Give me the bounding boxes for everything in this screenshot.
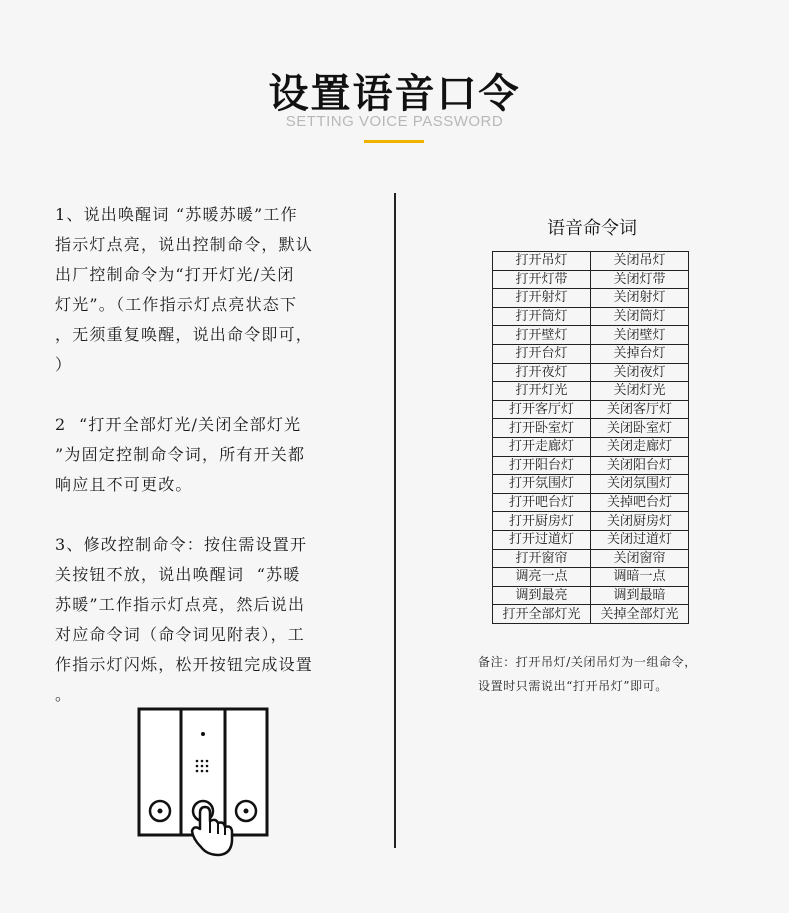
command-row bbox=[493, 605, 689, 624]
command-off-cell: 关掉全部灯光 bbox=[591, 605, 689, 624]
command-off-cell: 关闭走廊灯 bbox=[591, 437, 689, 456]
command-on-cell: 打开厨房灯 bbox=[493, 512, 591, 531]
command-table bbox=[492, 251, 689, 624]
command-on-cell: 打开台灯 bbox=[493, 344, 591, 363]
command-row bbox=[493, 307, 689, 326]
command-on-cell: 调到最亮 bbox=[493, 586, 591, 605]
command-row bbox=[493, 530, 689, 549]
command-on-cell: 打开灯带 bbox=[493, 270, 591, 289]
command-row bbox=[493, 586, 689, 605]
three-gang-switch-with-pointing-hand-icon bbox=[137, 707, 269, 859]
command-off-cell: 关掉吧台灯 bbox=[591, 493, 689, 512]
instruction-step-2: 2 “打开全部灯光/关闭全部灯光 ”为固定控制命令词，所有开关都 响应且不可更改。 bbox=[55, 415, 306, 494]
command-on-cell: 打开筒灯 bbox=[493, 307, 591, 326]
command-off-cell: 关闭灯光 bbox=[591, 382, 689, 401]
command-row bbox=[493, 270, 689, 289]
instruction-step-3: 3、修改控制命令：按住需设置开 关按钮不放，说出唤醒词 “苏暖 苏暖”工作指示灯点亮，然后说出 对应命令词（命令词见附表），工 作指示灯闪烁，松开按钮完成设置 。 bbox=[55, 535, 314, 704]
command-on-cell: 打开卧室灯 bbox=[493, 419, 591, 438]
command-off-cell: 关闭氛围灯 bbox=[591, 475, 689, 494]
note bbox=[478, 650, 768, 698]
command-on-cell: 调亮一点 bbox=[493, 568, 591, 587]
command-row bbox=[493, 252, 689, 271]
note-line-2: 设置时只需说出“打开吊灯”即可。 bbox=[478, 679, 668, 693]
command-off-cell: 关闭吊灯 bbox=[591, 252, 689, 271]
command-on-cell: 打开走廊灯 bbox=[493, 437, 591, 456]
command-off-cell: 关闭窗帘 bbox=[591, 549, 689, 568]
command-off-cell: 关闭壁灯 bbox=[591, 326, 689, 345]
command-table-title: 语音命令词 bbox=[547, 218, 637, 239]
command-off-cell: 关闭过道灯 bbox=[591, 530, 689, 549]
command-on-cell: 打开吧台灯 bbox=[493, 493, 591, 512]
command-on-cell: 打开客厅灯 bbox=[493, 400, 591, 419]
command-on-cell: 打开灯光 bbox=[493, 382, 591, 401]
command-off-cell: 关闭厨房灯 bbox=[591, 512, 689, 531]
command-row bbox=[493, 493, 689, 512]
page-subtitle: SETTING VOICE PASSWORD bbox=[285, 113, 504, 130]
command-off-cell: 关闭射灯 bbox=[591, 289, 689, 308]
command-off-cell: 关闭夜灯 bbox=[591, 363, 689, 382]
command-off-cell: 关闭客厅灯 bbox=[591, 400, 689, 419]
command-row bbox=[493, 326, 689, 345]
note-line-1: 备注：打开吊灯/关闭吊灯为一组命令， bbox=[478, 655, 697, 669]
command-row bbox=[493, 419, 689, 438]
command-on-cell: 打开阳台灯 bbox=[493, 456, 591, 475]
command-on-cell: 打开氛围灯 bbox=[493, 475, 591, 494]
command-row bbox=[493, 400, 689, 419]
command-off-cell: 关掉台灯 bbox=[591, 344, 689, 363]
command-off-cell: 关闭筒灯 bbox=[591, 307, 689, 326]
page-title: 设置语音口令 bbox=[268, 71, 521, 117]
command-off-cell: 调暗一点 bbox=[591, 568, 689, 587]
command-off-cell: 调到最暗 bbox=[591, 586, 689, 605]
command-on-cell: 打开窗帘 bbox=[493, 549, 591, 568]
command-row bbox=[493, 456, 689, 475]
command-on-cell: 打开过道灯 bbox=[493, 530, 591, 549]
command-row bbox=[493, 344, 689, 363]
command-row bbox=[493, 475, 689, 494]
command-on-cell: 打开射灯 bbox=[493, 289, 591, 308]
command-on-cell: 打开吊灯 bbox=[493, 252, 591, 271]
command-row bbox=[493, 382, 689, 401]
command-on-cell: 打开壁灯 bbox=[493, 326, 591, 345]
column-divider bbox=[394, 193, 396, 848]
command-row bbox=[493, 289, 689, 308]
command-row bbox=[493, 549, 689, 568]
command-off-cell: 关闭阳台灯 bbox=[591, 456, 689, 475]
command-row bbox=[493, 363, 689, 382]
command-on-cell: 打开全部灯光 bbox=[493, 605, 591, 624]
command-off-cell: 关闭灯带 bbox=[591, 270, 689, 289]
command-on-cell: 打开夜灯 bbox=[493, 363, 591, 382]
instructions bbox=[55, 200, 345, 710]
command-row bbox=[493, 512, 689, 531]
instruction-step-1: 1、说出唤醒词 “苏暖苏暖”工作 指示灯点亮，说出控制命令，默认 出厂控制命令为“打开灯光/关闭 灯光”。（工作指示灯点亮状态下 ，无须重复唤醒，说出命令即可， ） bbox=[55, 205, 314, 374]
command-row bbox=[493, 437, 689, 456]
command-row bbox=[493, 568, 689, 587]
command-off-cell: 关闭卧室灯 bbox=[591, 419, 689, 438]
title-accent-bar bbox=[364, 140, 424, 143]
